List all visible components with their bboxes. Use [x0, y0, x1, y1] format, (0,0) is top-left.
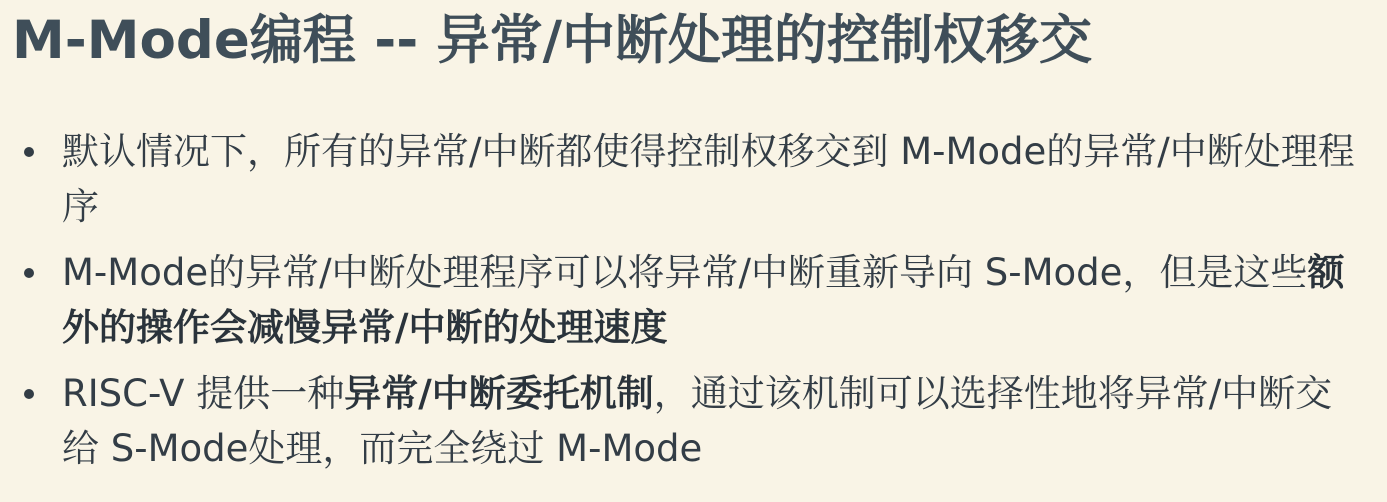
bullet-item-redirect-s-mode [24, 245, 1369, 355]
bullet-item-delegation [24, 366, 1369, 476]
bullet-dot-icon [24, 389, 34, 399]
bullet-dot-icon [24, 147, 34, 157]
bullet-item-default-handler [24, 124, 1369, 234]
bullet-text [62, 245, 1369, 355]
bullet-text-plain-after: ，通过该机制可以选择性地将异常/中断交给 S-Mode处理，而完全绕过 M-Mode [62, 372, 1333, 470]
bullet-text-plain: RISC-V 提供一种 [62, 372, 345, 415]
bullet-text-plain: M-Mode的异常/中断处理程序可以将异常/中断重新导向 S-Mode，但是这些 [62, 251, 1308, 294]
slide-title: M-Mode编程 -- 异常/中断处理的控制权移交 [12, 10, 1093, 71]
bullet-list [24, 124, 1369, 487]
bullet-text-emphasis: 异常/中断委托机制 [344, 372, 654, 415]
bullet-text [62, 366, 1369, 476]
bullet-text: 默认情况下，所有的异常/中断都使得控制权移交到 M-Mode的异常/中断处理程序 [62, 130, 1355, 228]
bullet-text-emphasis: 额外的操作会减慢异常/中断的处理速度 [62, 251, 1345, 349]
bullet-dot-icon [24, 268, 34, 278]
